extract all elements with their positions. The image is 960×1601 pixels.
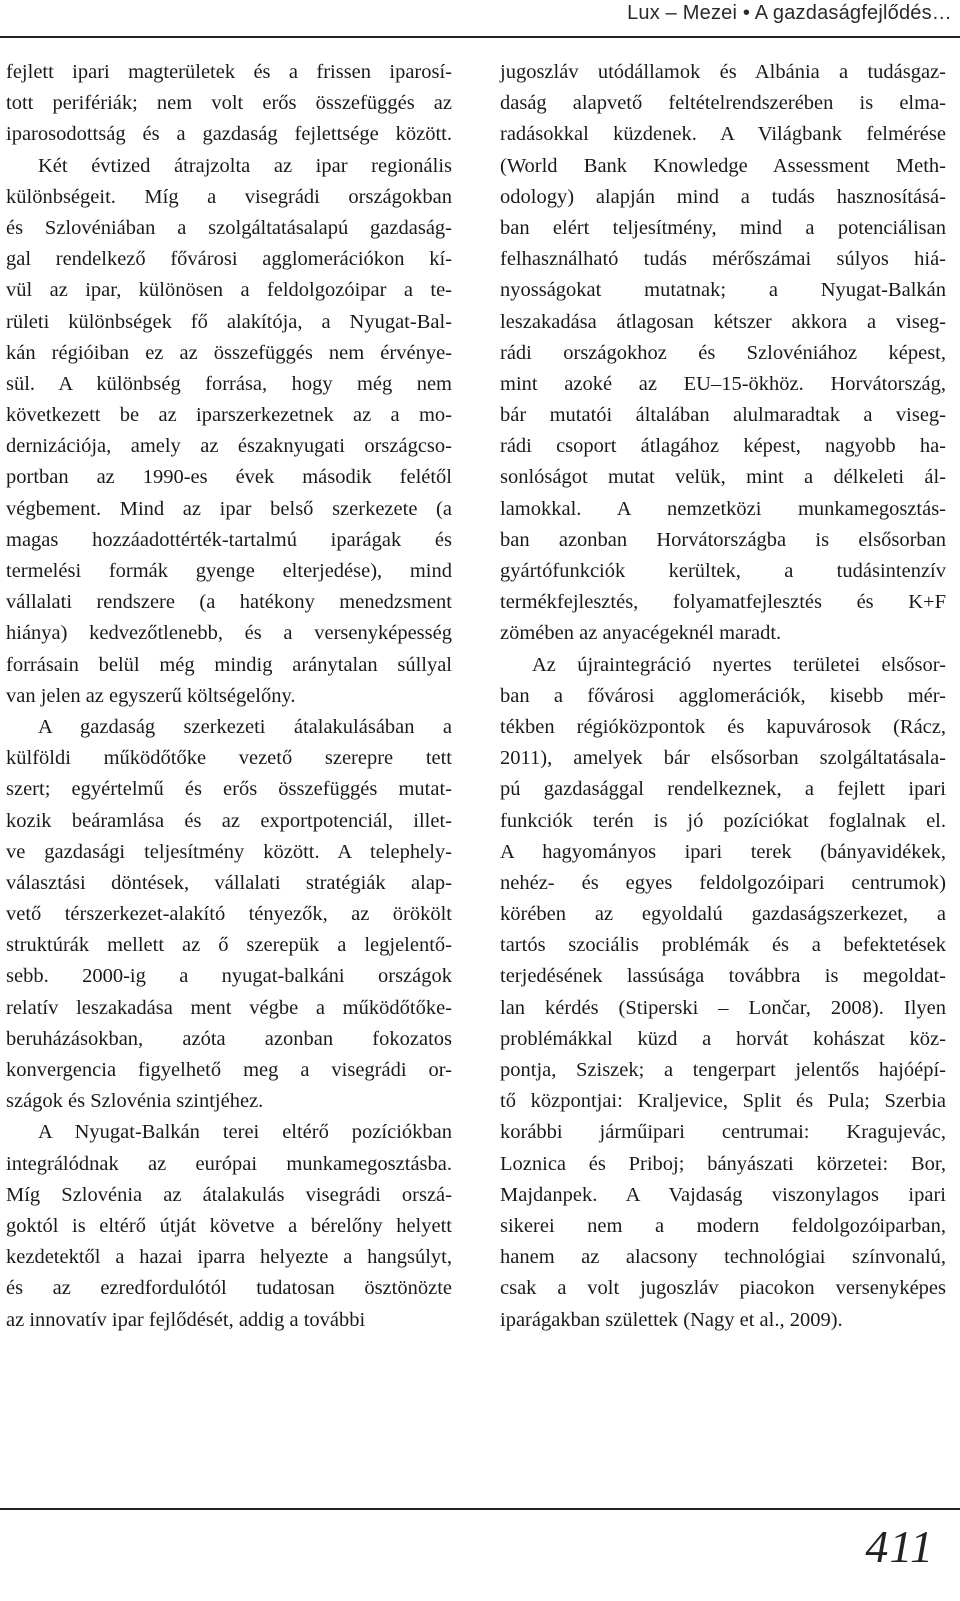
- text-line: kezdetektől a hazai iparra helyezte a hangsúlyt,: [6, 1246, 452, 1269]
- text-line: és az ezredfordulótól tudatosan ösztönözte: [6, 1277, 452, 1300]
- text-line: sonlóságot mutat velük, mint a délkeleti ál-: [500, 466, 946, 489]
- text-line: pú gazdasággal rendelkeznek, a fejlett ipari: [500, 778, 946, 801]
- text-line: portban az 1990-es évek második felétől: [6, 466, 452, 489]
- text-line: és Szlovéniában a szolgáltatásalapú gazdaság-: [6, 216, 452, 239]
- text-line: integrálódnak az európai munkamegosztásba.: [6, 1152, 452, 1175]
- text-line: kán régióiban ez az összefüggés nem érvénye-: [6, 341, 452, 364]
- text-line: forrásain belül még mindig aránytalan súllyal: [6, 653, 452, 676]
- text-line: körében az egyoldalú gazdaságszerkezet, a: [500, 903, 946, 926]
- text-line: bár mutatói általában alulmaradtak a viseg-: [500, 404, 946, 427]
- text-line: (World Bank Knowledge Assessment Meth-: [500, 154, 946, 177]
- text-line: iparosodottság és a gazdaság fejlettsége között.: [6, 123, 452, 146]
- text-line: zömében az anyacégeknél maradt.: [500, 622, 782, 645]
- text-line: szágok és Szlovénia szintjéhez.: [6, 1090, 264, 1113]
- text-line: tartós szociális problémák és a befektetések: [500, 934, 946, 957]
- text-line: különbségeit. Míg a visegrádi országokban: [6, 185, 452, 208]
- text-line: az innovatív ipar fejlődését, addig a további: [6, 1308, 366, 1331]
- text-line: végbement. Mind az ipar belső szerkezete (a: [6, 497, 452, 520]
- text-line: rületi különbségek fő alakítója, a Nyugat-Bal-: [6, 310, 452, 333]
- text-line: sikerei nem a modern feldolgozóiparban,: [500, 1214, 946, 1237]
- text-line: termékfejlesztés, folyamatfejlesztés és K+F: [500, 591, 946, 614]
- text-line: tékben régióközpontok és kapuvárosok (Rácz,: [500, 715, 946, 738]
- text-line: dernizációja, amely az északnyugati országcso-: [6, 435, 452, 458]
- text-line: vállalati rendszere (a hatékony menedzsment: [6, 591, 452, 614]
- text-line: választási döntések, vállalati stratégiák alap-: [6, 871, 452, 894]
- text-line: ban a fővárosi agglomerációk, kisebb mér-: [500, 684, 946, 707]
- page-number: 411: [865, 1521, 934, 1572]
- text-line: szert; egyértelmű és erős összefüggés mutat-: [6, 778, 452, 801]
- text-line: jugoszláv utódállamok és Albánia a tudásgaz-: [500, 61, 946, 83]
- text-line: külföldi működőtőke vezető szerepre tett: [6, 747, 452, 770]
- text-line: goktól is eltérő útját követve a bérelőny helyett: [6, 1214, 452, 1237]
- text-line: magas hozzáadottérték-tartalmú iparágak és: [6, 528, 452, 551]
- text-line: lamokkal. A nemzetközi munkamegosztás-: [500, 497, 946, 520]
- text-line: mint azoké az EU–15-ökhöz. Horvátország,: [500, 372, 946, 395]
- text-line: termelési formák gyenge elterjedése), mind: [6, 560, 452, 582]
- text-line: felhasználható tudás mérőszámai súlyos hiá-: [500, 248, 946, 271]
- text-line: nehéz- és egyes feldolgozóipari centrumok): [500, 871, 946, 894]
- text-line: daság alapvető feltételrendszerében is elma-: [500, 92, 946, 115]
- text-line: sül. A különbség forrása, hogy még nem: [6, 372, 452, 395]
- text-line: vető térszerkezet-alakító tényezők, az örökölt: [6, 903, 452, 926]
- text-line: 2011), amelyek bár elsősorban szolgáltatásala-: [500, 747, 946, 770]
- text-line: ban azonban Horvátországba is elsősorban: [500, 528, 946, 551]
- header-rule: [0, 36, 960, 38]
- text-line: beruházásokban, azóta azonban fokozatos: [6, 1027, 452, 1050]
- text-line: rádi csoport átlagához képest, nagyobb ha-: [500, 435, 946, 458]
- text-line: lan kérdés (Stiperski – Lončar, 2008). Ilyen: [500, 996, 946, 1019]
- right-column: [500, 57, 946, 1336]
- text-line: vül az ipar, különösen a feldolgozóipar a te-: [6, 279, 452, 302]
- text-line: ve gazdasági teljesítmény között. A telephely-: [6, 840, 452, 863]
- text-line: kozik beáramlása és az exportpotenciál, illet-: [6, 809, 452, 832]
- text-line: terjedésének lassúsága továbbra is megoldat-: [500, 965, 946, 988]
- text-line: A gazdaság szerkezeti átalakulásában a: [38, 715, 452, 738]
- text-line: odology) alapján mind a tudás hasznosításá-: [500, 185, 946, 208]
- running-header: Lux – Mezei • A gazdaságfejlődés…: [627, 2, 952, 24]
- text-line: funkciók terén is jó pozíciókat foglalnak el.: [500, 809, 946, 832]
- text-line: ban elért teljesítmény, mind a potenciálisan: [500, 216, 946, 239]
- text-line: iparágakban születtek (Nagy et al., 2009).: [500, 1308, 843, 1331]
- text-line: A Nyugat-Balkán terei eltérő pozíciókban: [38, 1121, 452, 1144]
- text-line: hanem az alacsony technológiai színvonalú,: [500, 1246, 946, 1269]
- text-line: konvergencia figyelhető meg a visegrádi or-: [6, 1059, 452, 1081]
- text-line: nyosságokat mutatnak; a Nyugat-Balkán: [500, 279, 946, 302]
- text-line: Két évtized átrajzolta az ipar regionális: [38, 154, 452, 177]
- text-line: relatív leszakadása ment végbe a működőtőke-: [6, 996, 452, 1019]
- text-line: pontja, Sziszek; a tengerpart jelentős hajóépí-: [500, 1059, 946, 1081]
- text-line: Míg Szlovénia az átalakulás visegrádi orszá-: [6, 1183, 452, 1206]
- text-line: tott perifériák; nem volt erős összefüggés az: [6, 92, 452, 115]
- text-line: csak a volt jugoszláv piacokon versenyképes: [500, 1277, 946, 1300]
- text-line: Majdanpek. A Vajdaság viszonylagos ipari: [500, 1183, 946, 1206]
- text-line: tő központjai: Kraljevice, Split és Pula; Szerbia: [500, 1090, 946, 1113]
- text-line: leszakadása átlagosan kétszer akkora a viseg-: [500, 310, 946, 333]
- text-line: fejlett ipari magterületek és a frissen iparosí-: [6, 61, 452, 83]
- text-line: A hagyományos ipari terek (bányavidékek,: [500, 840, 946, 863]
- text-line: gal rendelkező fővárosi agglomerációkon kí-: [6, 248, 452, 271]
- text-line: Az újraintegráció nyertes területei elsősor-: [532, 653, 946, 676]
- text-line: gyártófunkciók kerültek, a tudásintenzív: [500, 560, 946, 582]
- text-line: korábbi járműipari centrumai: Kragujevác,: [500, 1121, 946, 1144]
- text-line: következett be az iparszerkezetnek az a mo-: [6, 404, 452, 427]
- text-line: rádi országokhoz és Szlovéniához képest,: [500, 341, 946, 364]
- left-column: [6, 57, 452, 1336]
- text-line: hiánya) kedvezőtlenebb, és a versenyképesség: [6, 622, 452, 645]
- text-line: struktúrák mellett az ő szerepük a legjelentő-: [6, 934, 452, 957]
- text-line: sebb. 2000-ig a nyugat-balkáni országok: [6, 965, 452, 988]
- footer-rule: [0, 1508, 960, 1510]
- text-line: radásokkal küzdenek. A Világbank felmérése: [500, 123, 946, 146]
- text-line: problémákkal küzd a horvát kohászat köz-: [500, 1027, 946, 1050]
- text-line: van jelen az egyszerű költségelőny.: [6, 684, 296, 707]
- text-line: Loznica és Priboj; bányászati körzetei: Bor,: [500, 1152, 946, 1175]
